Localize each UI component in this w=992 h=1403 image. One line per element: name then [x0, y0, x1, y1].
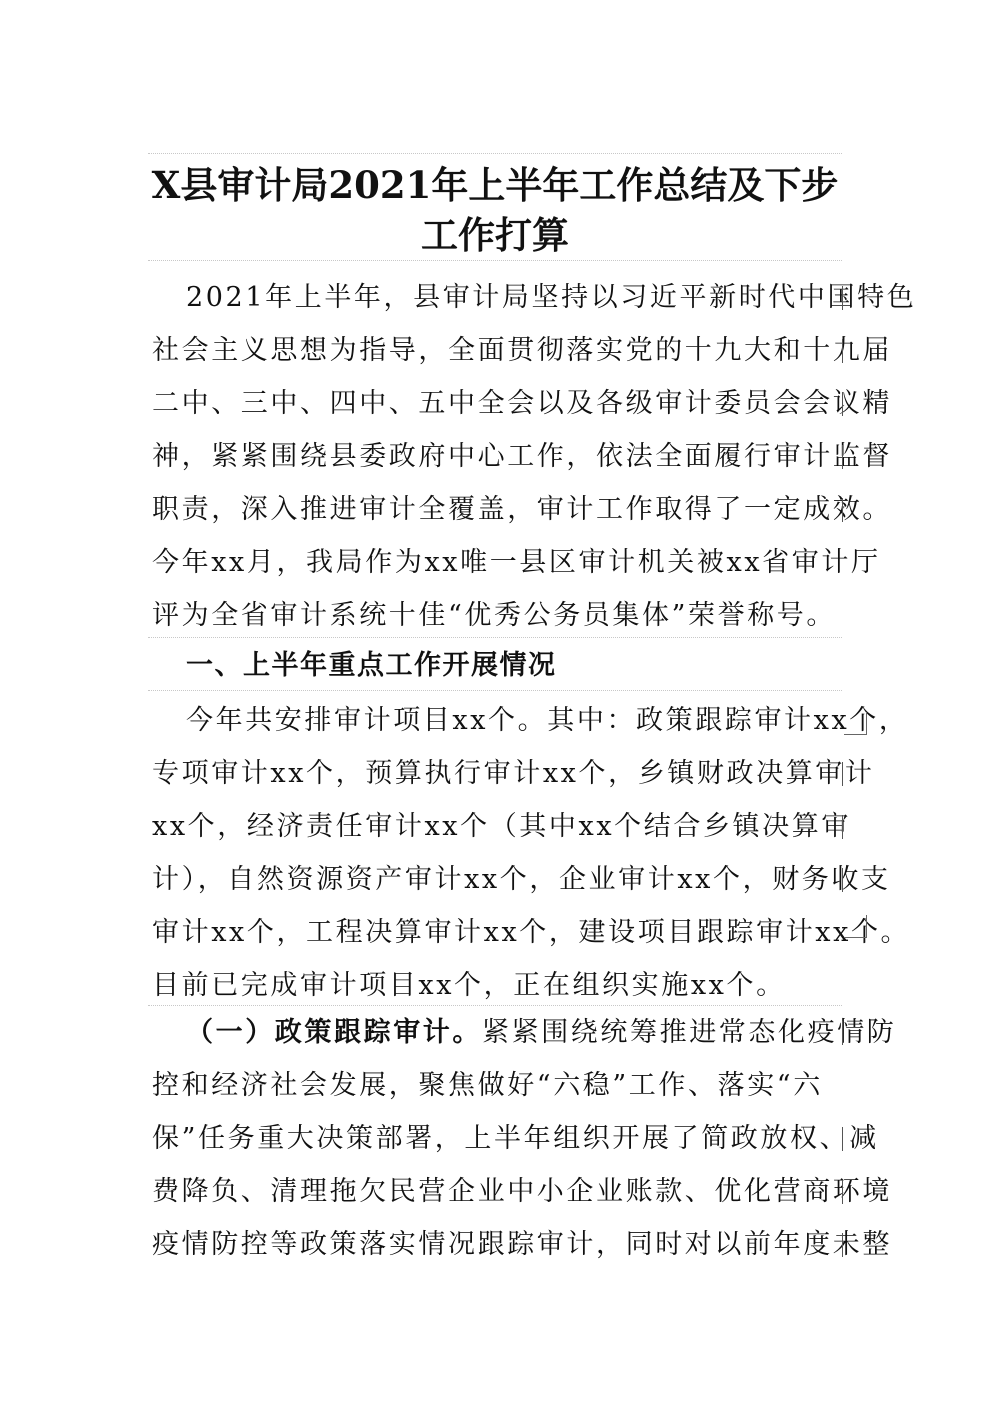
title-bottom-rule	[148, 260, 842, 261]
heading-rule	[148, 690, 842, 691]
para2-rule	[148, 1005, 842, 1006]
line-end-mark	[842, 815, 843, 839]
overflow-corner-mark	[844, 712, 867, 735]
line-end-mark	[842, 392, 843, 416]
para1-line-1: 2021年上半年，县审计局坚持以习近平新时代中国特色	[186, 282, 917, 313]
title-top-rule	[148, 153, 842, 154]
line-end-mark	[842, 1021, 843, 1045]
para1-line-7: 评为全省审计系统十佳“优秀公务员集体”荣誉称号。	[152, 600, 837, 631]
line-end-mark	[842, 498, 843, 522]
para2-line-5: 审计xx个，工程决算审计xx个，建设项目跟踪审计xx个。	[152, 917, 911, 948]
para2-line-3: xx个，经济责任审计xx个（其中xx个结合乡镇决算审	[152, 811, 851, 842]
line-end-mark	[842, 1233, 843, 1257]
line-end-mark	[842, 339, 843, 363]
para3-line-5: 疫情防控等政策落实情况跟踪审计，同时对以前年度未整	[152, 1229, 892, 1260]
para3-line-4: 费降负、清理拖欠民营企业中小企业账款、优化营商环境	[152, 1176, 892, 1207]
line-end-mark	[842, 1127, 843, 1151]
subheading-1: （一）政策跟踪审计。	[186, 1017, 482, 1048]
para1-line-2: 社会主义思想为指导，全面贯彻落实党的十九大和十九届	[152, 335, 892, 366]
document-title	[148, 160, 842, 260]
title-line-2: 工作打算	[421, 213, 569, 257]
overflow-corner-mark	[844, 915, 867, 938]
line-end-mark	[842, 868, 843, 892]
line-end-mark	[842, 445, 843, 469]
para1-line-5: 职责，深入推进审计全覆盖，审计工作取得了一定成效。	[152, 494, 892, 525]
para1-line-6: 今年xx月，我局作为xx唯一县区审计机关被xx省审计厅	[152, 547, 881, 578]
line-end-mark	[842, 1180, 843, 1204]
para1-line-3: 二中、三中、四中、五中全会以及各级审计委员会会议精	[152, 388, 892, 419]
para3-line-1-text: 紧紧围绕统筹推进常态化疫情防	[482, 1017, 897, 1048]
line-end-mark	[842, 762, 843, 786]
para3-line-1	[186, 1015, 897, 1051]
para1-line-4: 神，紧紧围绕县委政府中心工作，依法全面履行审计监督	[152, 441, 892, 472]
para3-line-2: 控和经济社会发展，聚焦做好“六稳”工作、落实“六	[152, 1070, 823, 1101]
para2-line-2: 专项审计xx个，预算执行审计xx个，乡镇财政决算审计	[152, 758, 875, 789]
line-end-mark	[842, 286, 843, 310]
para-rule	[148, 637, 842, 638]
section-heading-1: 一、上半年重点工作开展情况	[186, 650, 557, 681]
para2-line-6: 目前已完成审计项目xx个，正在组织实施xx个。	[152, 970, 786, 1001]
title-line-1: X县审计局2021年上半年工作总结及下步	[151, 163, 839, 207]
para2-line-4: 计），自然资源资产审计xx个，企业审计xx个，财务收支	[152, 864, 891, 895]
para3-line-3: 保”任务重大决策部署，上半年组织开展了简政放权、减	[152, 1123, 879, 1154]
para2-line-1: 今年共安排审计项目xx个。其中：政策跟踪审计xx个，	[186, 705, 909, 736]
